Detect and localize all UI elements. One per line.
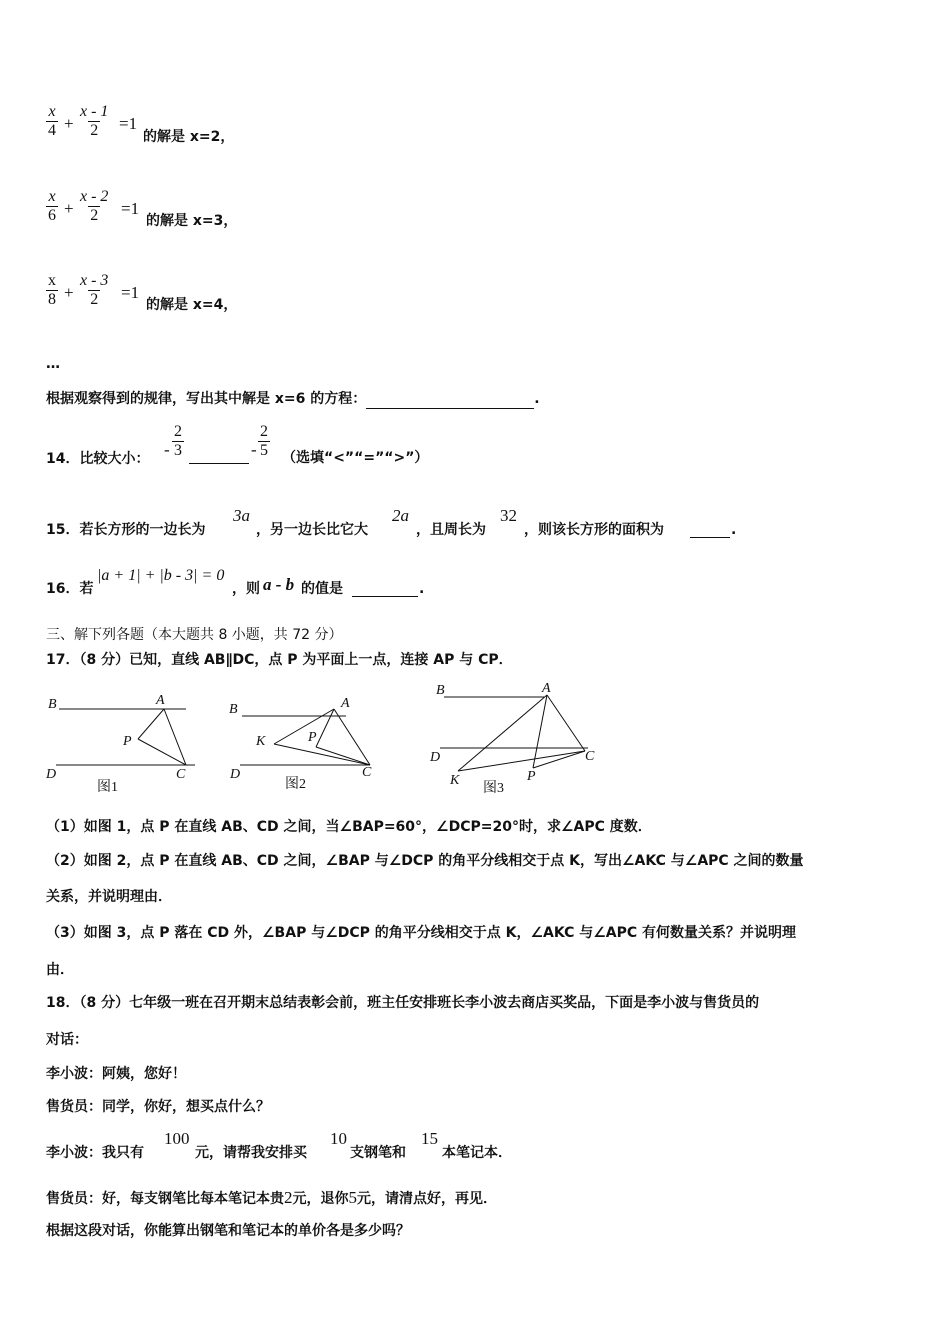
dialogue-text: 支钢笔和: [350, 1145, 406, 1161]
segment-ac: [334, 709, 370, 765]
value-100: 100: [164, 1129, 190, 1148]
q13-prompt: [46, 389, 540, 409]
q18-stem: 18．（8 分）七年级一班在召开期末总结表彰会前，班主任安排班长李小波去商店买奖品，下面是李小波与售货员的: [46, 995, 760, 1011]
dialogue-text: 售货员：好，每支钢笔比每本笔记本贵: [46, 1191, 284, 1207]
value-15: 15: [421, 1129, 438, 1148]
dialogue-line-1: 李小波：阿姨，您好！: [46, 1066, 186, 1082]
plus-sign: +: [64, 283, 74, 302]
value-10: 10: [330, 1129, 347, 1148]
fraction-2-over-5: $\frac{2}{5}$: [260, 423, 268, 459]
plus-sign: +: [64, 199, 74, 218]
value-5: 5: [348, 1188, 357, 1207]
caption-fig1: 图1: [97, 780, 118, 795]
q15-period: .: [731, 522, 737, 538]
label-c: C: [362, 765, 372, 780]
fraction-x-over-6: $\frac{x}{6}$: [48, 188, 56, 224]
label-k: K: [256, 734, 266, 749]
label-a: A: [156, 693, 165, 708]
fraction-x-over-4: $\frac{x}{4}$: [48, 103, 56, 139]
value-32: 32: [500, 506, 517, 525]
segment-pc: [316, 747, 370, 765]
fraction-x-minus-1-over-2: $\frac{x - 1}{2}$: [80, 103, 109, 139]
segment-kc: [274, 744, 370, 765]
segment-ap: [138, 709, 164, 739]
ellipsis: …: [46, 356, 60, 372]
segment-ac: [164, 709, 186, 765]
label-c: C: [585, 749, 595, 764]
solution-text: 的解是 x=2，: [143, 129, 235, 145]
label-b: B: [436, 683, 445, 698]
q17-part-3: （3）如图 3，点 P 落在 CD 外，∠BAP 与∠DCP 的角平分线相交于点 K，∠AKC 与∠APC 有何数量关系？并说明理: [46, 925, 797, 941]
caption-fig2: 图2: [285, 777, 306, 792]
q16-text-2: ，则: [232, 581, 260, 597]
label-d: D: [46, 767, 57, 782]
value-2: 2: [284, 1188, 293, 1207]
q17-part-2-cont: 关系，并说明理由．: [46, 889, 172, 905]
segment-kc: [458, 751, 585, 771]
q16-text-3: 的值是: [301, 581, 343, 597]
label-d: D: [230, 767, 241, 782]
fraction-x-over-8: $\frac{x}{8}$: [48, 272, 56, 308]
fraction-x-minus-3-over-2: $\frac{x - 3}{2}$: [80, 272, 109, 308]
figure-3-labels: [429, 681, 595, 796]
q18-stem-cont: 对话：: [46, 1032, 88, 1048]
dialogue-line-4: [46, 1188, 497, 1209]
answer-blank: [366, 392, 534, 409]
q17-part-3-cont: 由．: [46, 962, 74, 978]
figure-2-labels: [229, 696, 372, 792]
label-d: D: [430, 750, 441, 765]
absolute-value-equation: |a + 1| + |b - 3| = 0: [97, 567, 225, 584]
q14-prefix: 14．比较大小：: [46, 451, 150, 467]
answer-blank: [352, 580, 418, 597]
equals-one: =1: [121, 199, 140, 218]
solution-text: 的解是 x=3，: [146, 213, 238, 229]
fraction-x-minus-2-over-2: $\frac{x - 2}{2}$: [80, 188, 109, 224]
q17-part-2: （2）如图 2，点 P 在直线 AB、CD 之间，∠BAP 与∠DCP 的角平分线相交于点 K，写出∠AKC 与∠APC 之间的数量: [46, 853, 804, 869]
label-a: A: [542, 681, 551, 696]
plus-sign: +: [64, 114, 74, 133]
equals-one: =1: [119, 114, 138, 133]
minus-sign: -: [251, 440, 257, 459]
label-a: A: [341, 696, 350, 711]
dialogue-text: 本笔记本．: [442, 1145, 512, 1161]
q14-suffix: （选填“<”“=”“>”）: [282, 450, 429, 466]
label-p: P: [123, 734, 132, 749]
label-p: P: [527, 769, 536, 784]
q17-part-1: （1）如图 1，点 P 在直线 AB、CD 之间，当∠BAP=60°，∠DCP=20°时，求∠APC 度数．: [46, 819, 652, 835]
equals-one: =1: [121, 283, 140, 302]
segment-ac: [547, 695, 585, 751]
figure-1-labels: [45, 693, 186, 795]
answer-blank: [690, 521, 730, 538]
q15-text-3: ，且周长为: [416, 522, 486, 538]
q16-text-1: 16．若: [46, 581, 94, 597]
q17-stem: 17．（8 分）已知，直线 AB∥DC，点 P 为平面上一点，连接 AP 与 CP．: [46, 652, 513, 668]
dialogue-text: 元，退你: [292, 1191, 349, 1207]
label-p: P: [308, 730, 317, 745]
solution-text: 的解是 x=4，: [146, 297, 238, 313]
segment-ak: [274, 709, 334, 744]
fraction-2-over-3: $\frac{2}{3}$: [174, 423, 182, 459]
segment-pc: [533, 751, 585, 768]
caption-fig3: 图3: [483, 781, 504, 796]
dialogue-line-2: 售货员：同学，你好，想买点什么？: [46, 1099, 270, 1115]
label-c: C: [176, 767, 186, 782]
label-b: B: [229, 702, 238, 717]
answer-blank: [189, 446, 249, 464]
figure-3: [440, 695, 588, 771]
expr-2a: 2a: [392, 506, 409, 525]
label-b: B: [48, 697, 57, 712]
q15-text-1: 15．若长方形的一边长为: [46, 522, 206, 538]
q15-text-2: ，另一边长比它大: [256, 522, 368, 538]
dialogue-text: 李小波：我只有: [46, 1145, 144, 1161]
expr-a-minus-b: a - b: [263, 575, 295, 594]
dialogue-text: 元，请清点好，再见．: [357, 1191, 497, 1207]
segment-ak: [458, 695, 547, 771]
segment-pc: [138, 739, 186, 765]
q16-period: .: [419, 581, 425, 597]
q13-text: 根据观察得到的规律，写出其中解是 x=6 的方程：: [46, 391, 367, 407]
minus-sign: -: [164, 440, 170, 459]
q13-period: .: [534, 391, 540, 407]
label-k: K: [450, 773, 460, 788]
q18-question: 根据这段对话，你能算出钢笔和笔记本的单价各是多少吗？: [46, 1223, 410, 1239]
dialogue-text: 元，请帮我安排买: [195, 1145, 307, 1161]
q15-text-4: ，则该长方形的面积为: [524, 522, 664, 538]
expr-3a: 3a: [233, 506, 250, 525]
q17-figures: [40, 676, 620, 800]
section-heading: 三、解下列各题（本大题共 8 小题，共 72 分）: [46, 627, 343, 643]
